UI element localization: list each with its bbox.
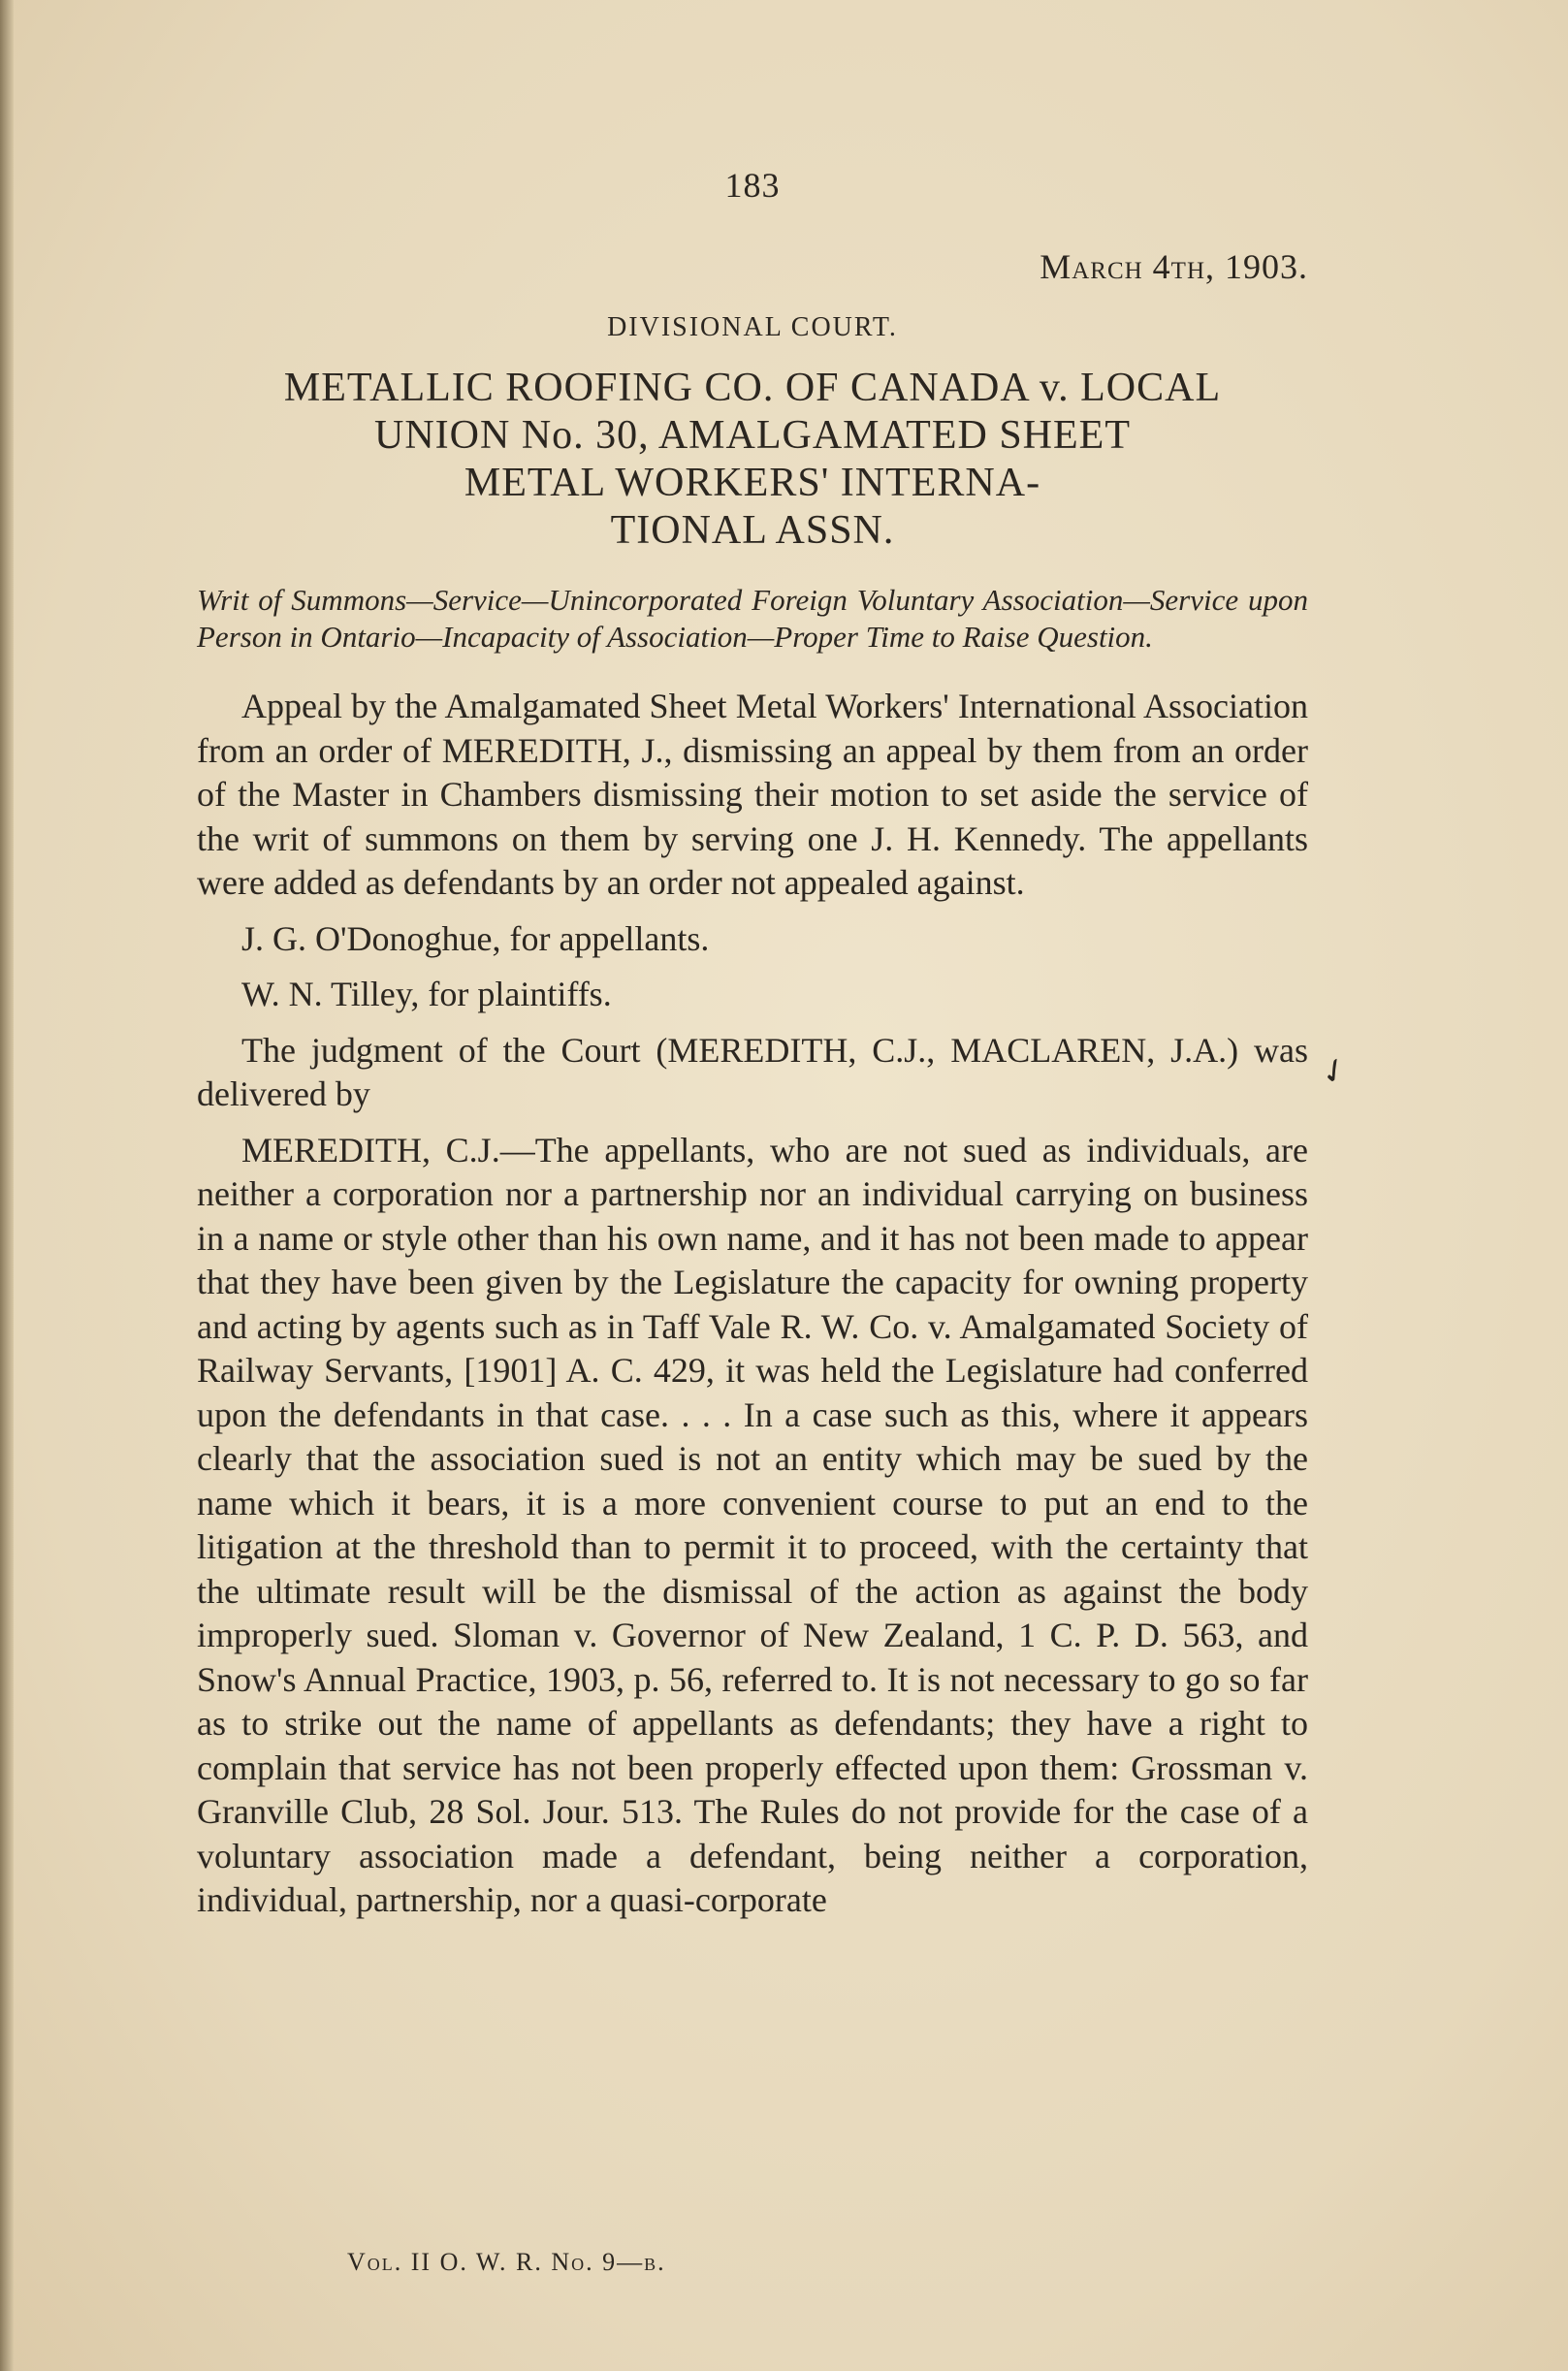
counsel-plaintiffs: W. N. Tilley, for plaintiffs. [241,975,612,1013]
counsel-appellants: J. G. O'Donoghue, for appellants. [241,918,710,958]
case-title-line: METALLIC ROOFING CO. OF CANADA v. LOCAL [283,366,1222,410]
case-title-line: TIONAL ASSN. [610,508,895,553]
page-gutter [0,0,14,2371]
page-number: 183 [724,166,781,205]
judgment-intro: The judgment of the Court (MEREDITH, C.J., MACLAREN, J.A.) was delivered by [197,1030,1308,1113]
case-title-line: UNION No. 30, AMALGAMATED SHEET [374,413,1131,458]
case-title-line: METAL WORKERS' INTERNA- [464,461,1041,505]
judgment-text: MEREDITH, C.J.—The appellants, who are not sued as individuals, are neither a corporation nor a partnership nor an individual carrying on business in a name or style other than his own name, and it has not been made to appear that they have been given by the Legislature the capacity for owning property and acting by agents such as in Taff Vale R. W. Co. v. Amalgamated Society of Railway Servants, [1901] A. C. 429, it was held the Legislature had conferred upon the defendants in that case. . . . In a case such as this, where it appears clearly that the association sued is not an entity which may be sued by the name which it bears, it is a more convenient course to put an end to the litigation at the threshold than to permit it to proceed, with the certainty that the ultimate result will be the dismissal of the action as against the body improperly sued. Sloman v. Governor of New Zealand, 1 C. P. D. 563, and Snow's Annual Practice, 1903, p. 56, referred to. It is not necessary to go so far as to strike out the name of appellants as defendants; they have a right to complain that service has not been properly effected upon them: Grossman v. Granville Club, 28 Sol. Jour. 513. The Rules do not provide for the case of a voluntary association made a defendant, being neither a corporation, individual, partnership, nor a quasi-corporate [197,1130,1308,1919]
text-column [197,145,1308,1923]
headnote: Writ of Summons—Service—Unincorporated Foreign Voluntary Association—Service upon Person in Ontario—Incapacity of Association—Proper Time to Raise Question. [197,583,1308,654]
judgment-date: March 4th, 1903. [1040,247,1308,286]
case-title [197,365,1308,555]
check-mark-icon: ✓ [1313,1049,1357,1095]
court-name: DIVISIONAL COURT. [607,312,898,342]
volume-footer: Vol. II O. W. R. No. 9—b. [347,2248,666,2276]
appeal-paragraph: Appeal by the Amalgamated Sheet Metal Workers' International Association from an order of MEREDITH, J., dismissing an appeal by them from an order of the Master in Chambers dismissing their motion to set aside the service of the writ of summons on them by serving one J. H. Kennedy. The appellants were added as defendants by an order not appealed against. [197,687,1308,902]
